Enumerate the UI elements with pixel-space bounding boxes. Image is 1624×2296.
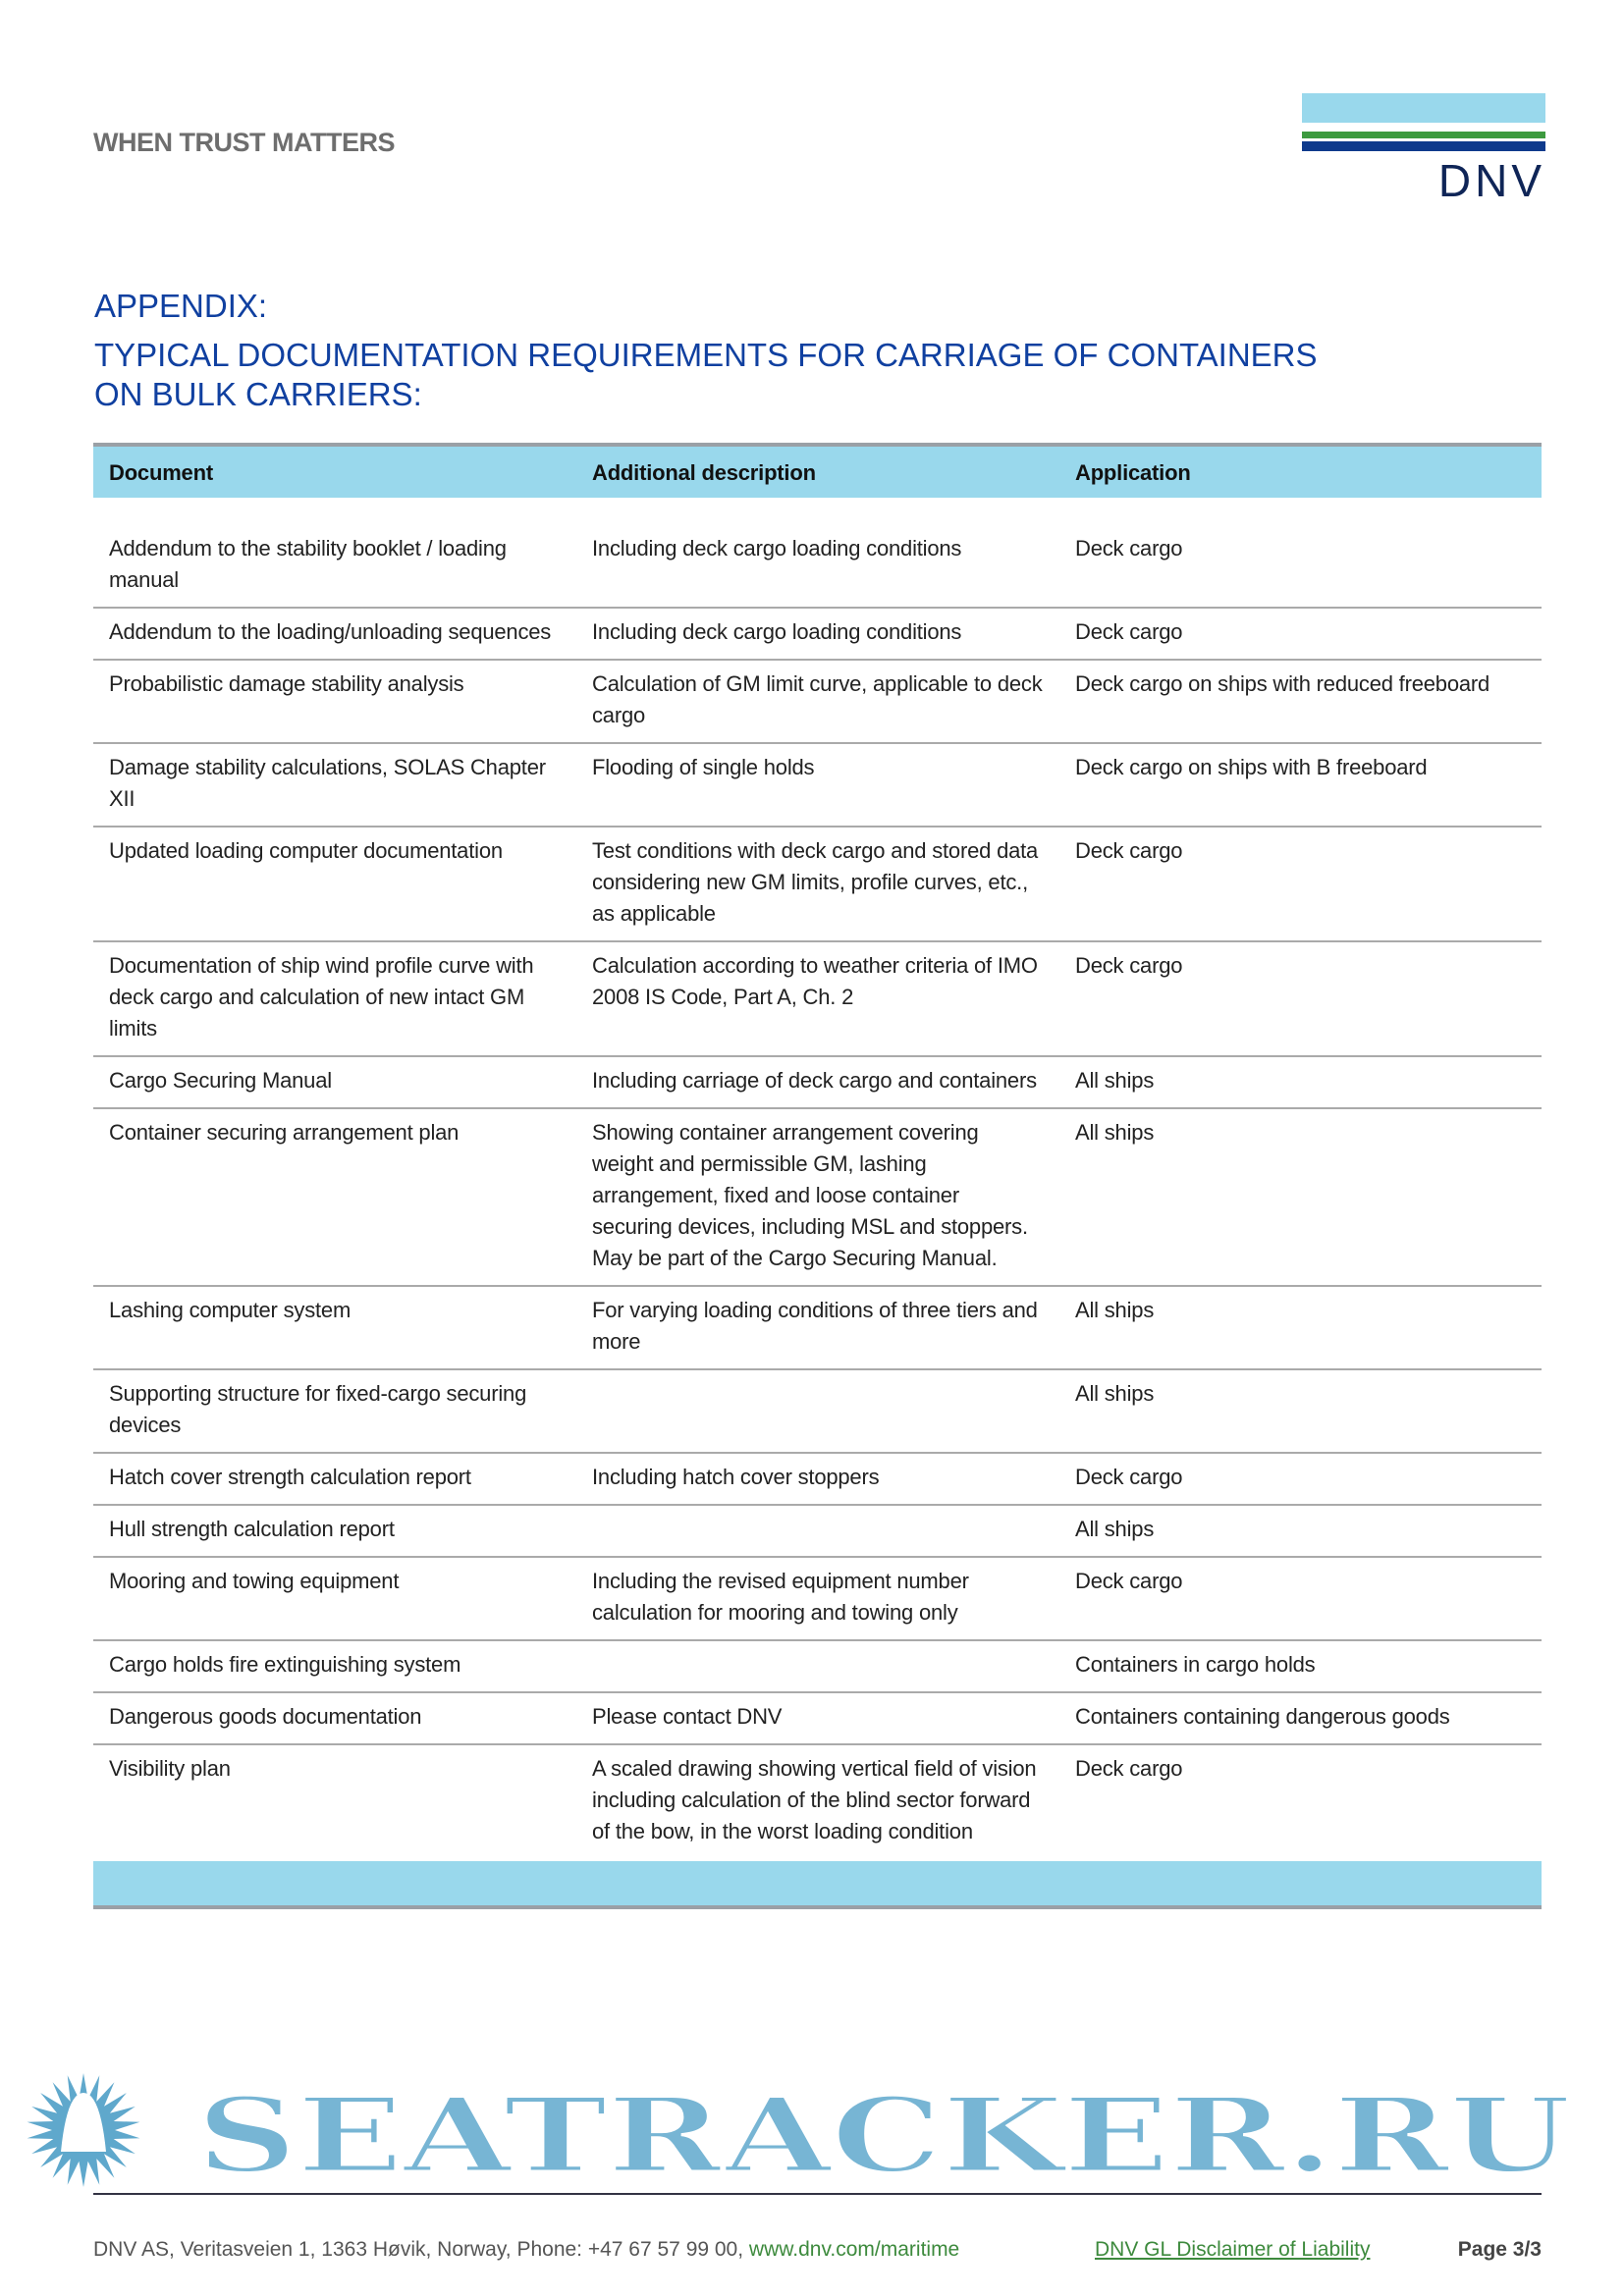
cell-description: Test conditions with deck cargo and stored data considering new GM limits, profile curves, etc., as applicable [576, 827, 1059, 941]
cell-document: Cargo Securing Manual [93, 1056, 576, 1108]
cell-document: Dangerous goods documentation [93, 1692, 576, 1744]
tagline: WHEN TRUST MATTERS [93, 128, 395, 157]
cell-description: Including hatch cover stoppers [576, 1453, 1059, 1505]
cell-application: Deck cargo [1075, 1756, 1183, 1781]
table-row [93, 1557, 1542, 1640]
cell-application: All ships [1059, 1505, 1542, 1557]
cell-application: Deck cargo [1059, 827, 1542, 941]
address-text: DNV AS, Veritasveien 1, 1363 Høvik, Norway, Phone: +47 67 57 99 00, [93, 2238, 749, 2261]
table-row [93, 660, 1542, 743]
header-document: Document [93, 445, 576, 498]
cell-application: All ships [1059, 1369, 1542, 1453]
cell-application: Deck cargo [1059, 1453, 1542, 1505]
table-row [93, 1453, 1542, 1505]
table-row [93, 1286, 1542, 1369]
watermark-text: SEATRACKER.RU [196, 2074, 1571, 2189]
spacer-row [93, 498, 1542, 525]
cell-description: Including carriage of deck cargo and containers [576, 1056, 1059, 1108]
table-row [93, 1744, 1542, 1861]
cell-description: A scaled drawing showing vertical field of vision including calculation of the blind sector forward of the bow, in the worst loading condition [592, 1756, 1037, 1843]
footer-rule [93, 2193, 1542, 2195]
cell-application: Deck cargo [1059, 525, 1542, 608]
cell-description: Including deck cargo loading conditions [576, 608, 1059, 660]
table-row [93, 525, 1542, 608]
table-row [93, 1505, 1542, 1557]
title-line-3: ON BULK CARRIERS: [94, 376, 422, 412]
footer-address [93, 2238, 959, 2262]
table-row [93, 1640, 1542, 1692]
cell-application: All ships [1059, 1056, 1542, 1108]
cell-application: Containers containing dangerous goods [1059, 1692, 1542, 1744]
cell-application: All ships [1059, 1286, 1542, 1369]
footer [93, 2238, 1542, 2268]
cell-document: Supporting structure for fixed-cargo securing devices [93, 1369, 576, 1453]
disclaimer-link[interactable]: DNV GL Disclaimer of Liability [1095, 2238, 1371, 2261]
table-end-band [93, 1861, 1542, 1909]
cell-application: Deck cargo [1059, 608, 1542, 660]
cell-document: Visibility plan [109, 1756, 231, 1781]
requirements-table [93, 443, 1542, 1861]
logo-text: DNV [1437, 155, 1545, 206]
cell-document: Documentation of ship wind profile curve with deck cargo and calculation of new intact GM limits [93, 941, 576, 1056]
header-application: Application [1059, 445, 1542, 498]
cell-description: Calculation according to weather criteria of IMO 2008 IS Code, Part A, Ch. 2 [576, 941, 1059, 1056]
cell-description: Showing container arrangement covering weight and permissible GM, lashing arrangement, fixed and loose container securing devices, including MSL and stoppers. May be part of the Cargo Securing Manual. [576, 1108, 1059, 1286]
cell-description: Including deck cargo loading conditions [576, 525, 1059, 608]
sun-icon [27, 2073, 140, 2187]
cell-document: Mooring and towing equipment [93, 1557, 576, 1640]
cell-application: Deck cargo [1059, 941, 1542, 1056]
cell-application: Containers in cargo holds [1059, 1640, 1542, 1692]
table-row [93, 608, 1542, 660]
cell-application: All ships [1059, 1108, 1542, 1286]
cell-document: Addendum to the loading/unloading sequences [93, 608, 576, 660]
cell-application: Deck cargo on ships with reduced freeboard [1059, 660, 1542, 743]
table-row [93, 1108, 1542, 1286]
logo-stripe-green [1302, 132, 1545, 138]
title-line-1: APPENDIX: [94, 288, 268, 324]
cell-description [576, 1505, 1059, 1557]
cell-document: Updated loading computer documentation [93, 827, 576, 941]
cell-document: Container securing arrangement plan [93, 1108, 576, 1286]
cell-document: Damage stability calculations, SOLAS Chapter XII [93, 743, 576, 827]
table-wrapper [93, 443, 1542, 1909]
cell-description: For varying loading conditions of three tiers and more [576, 1286, 1059, 1369]
cell-document: Cargo holds fire extinguishing system [93, 1640, 576, 1692]
table-row [93, 743, 1542, 827]
spacer-cell [93, 498, 1542, 525]
table-row [93, 1056, 1542, 1108]
cell-document: Hull strength calculation report [93, 1505, 576, 1557]
page-number: Page 3/3 [1457, 2238, 1542, 2261]
table-row [93, 827, 1542, 941]
logo-stripe-light-blue [1302, 93, 1545, 123]
watermark [0, 2073, 1624, 2189]
table-row [93, 1692, 1542, 1744]
cell-description [576, 1640, 1059, 1692]
table-row [93, 1369, 1542, 1453]
dnv-logo [1302, 93, 1545, 204]
title-line-2: TYPICAL DOCUMENTATION REQUIREMENTS FOR CARRIAGE OF CONTAINERS [94, 337, 1318, 373]
cell-document: Hatch cover strength calculation report [93, 1453, 576, 1505]
cell-document: Probabilistic damage stability analysis [93, 660, 576, 743]
cell-description [576, 1369, 1059, 1453]
cell-application: Deck cargo [1059, 1557, 1542, 1640]
cell-document: Lashing computer system [93, 1286, 576, 1369]
table-header-row [93, 445, 1542, 498]
cell-document: Addendum to the stability booklet / loading manual [93, 525, 576, 608]
cell-description: Please contact DNV [576, 1692, 1059, 1744]
cell-description: Calculation of GM limit curve, applicable to deck cargo [576, 660, 1059, 743]
page-title [94, 287, 1318, 414]
header-additional-description: Additional description [576, 445, 1059, 498]
cell-description: Including the revised equipment number calculation for mooring and towing only [576, 1557, 1059, 1640]
website-link[interactable]: www.dnv.com/maritime [748, 2238, 960, 2261]
cell-application: Deck cargo on ships with B freeboard [1059, 743, 1542, 827]
logo-stripe-navy [1302, 141, 1545, 151]
cell-description: Flooding of single holds [576, 743, 1059, 827]
table-row [93, 941, 1542, 1056]
